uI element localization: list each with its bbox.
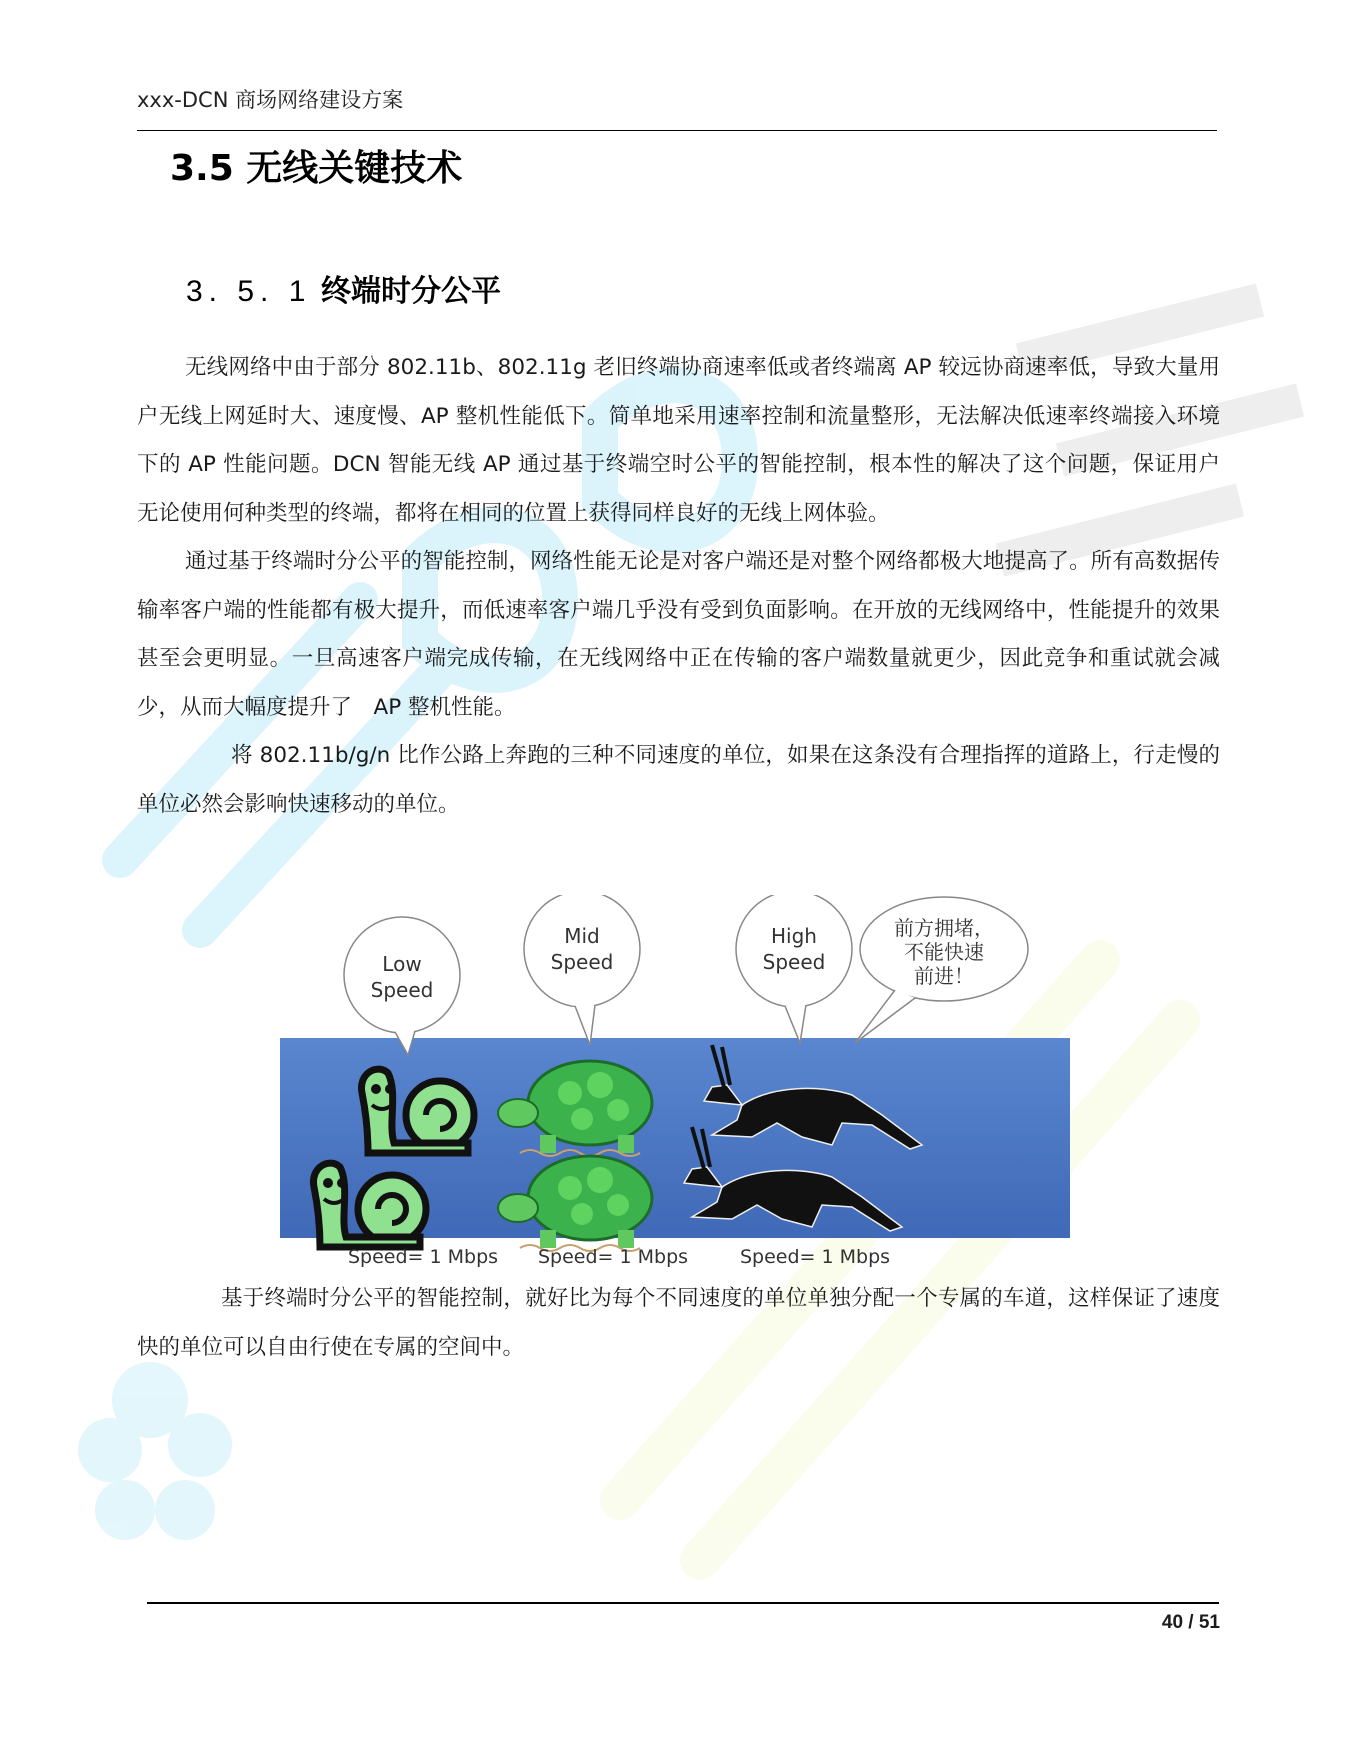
caption-mid: Speed= 1 Mbps bbox=[538, 1246, 689, 1268]
paragraph: 通过基于终端时分公平的智能控制，网络性能无论是对客户端还是对整个网络都极大地提高了。所有高数据传输率客户端的性能都有极大提升，而低速率客户端几乎没有受到负面影响。在开放的无线网络中，性能提升的效果甚至会更明显。一旦高速客户端完成传输，在无线网络中正在传输的客户端数量就更少，因此竞争和重试就会减少，从而大幅度提升了 AP 整机性能。 bbox=[137, 549, 1220, 720]
bubble-high-line2: Speed bbox=[762, 950, 826, 974]
paragraph: 将 802.11b/g/n 比作公路上奔跑的三种不同速度的单位，如果在这条没有合理指挥的道路上，行走慢的单位必然会影响快速移动的单位。 bbox=[137, 743, 1220, 817]
document-header: xxx-DCN 商场网络建设方案 bbox=[137, 88, 404, 112]
bubble-congestion-line1: 前方拥堵， bbox=[894, 916, 994, 940]
bubble-congestion-line2: 不能快速 bbox=[904, 940, 984, 964]
bubble-high-line1: High bbox=[771, 924, 817, 948]
paragraph: 无线网络中由于部分 802.11b、802.11g 老旧终端协商速率低或者终端离 AP 较远协商速率低，导致大量用户无线上网延时大、速度慢、AP 整机性能低下。简单地采用速率控制和流量整形，无法解决低速率终端接入环境下的 AP 性能问题。DCN 智能无线 AP 通过基于终端空时公平的智能控制，根本性的解决了这个问题，保证用户无论使用何种类型的终端，都将在相同的位置上获得同样良好的无线上网体验。 bbox=[137, 355, 1220, 526]
paragraph: 基于终端时分公平的智能控制，就好比为每个不同速度的单位单独分配一个专属的车道，这样保证了速度快的单位可以自由行使在专属的空间中。 bbox=[137, 1286, 1220, 1360]
subsection-heading bbox=[186, 266, 501, 310]
bubble-mid-line1: Mid bbox=[564, 924, 600, 948]
subsection-number: 3. 5. 1 bbox=[186, 275, 312, 308]
bubble-low-line2: Speed bbox=[370, 978, 434, 1002]
bubble-low-line1: Low bbox=[382, 952, 422, 976]
caption-high: Speed= 1 Mbps bbox=[740, 1246, 891, 1268]
bubble-mid-line2: Speed bbox=[550, 950, 614, 974]
closing-text bbox=[137, 1275, 1220, 1372]
speed-lanes-figure bbox=[270, 895, 1070, 1275]
bubble-congestion-line3: 前进！ bbox=[914, 964, 974, 988]
footer-rule bbox=[147, 1602, 1219, 1604]
caption-low: Speed= 1 Mbps bbox=[348, 1246, 499, 1268]
section-heading: 3.5 无线关键技术 bbox=[170, 148, 463, 189]
page-number: 40 / 51 bbox=[1161, 1612, 1220, 1633]
header-rule bbox=[137, 130, 1217, 131]
subsection-title: 终端时分公平 bbox=[320, 274, 501, 309]
body-text bbox=[137, 344, 1220, 829]
